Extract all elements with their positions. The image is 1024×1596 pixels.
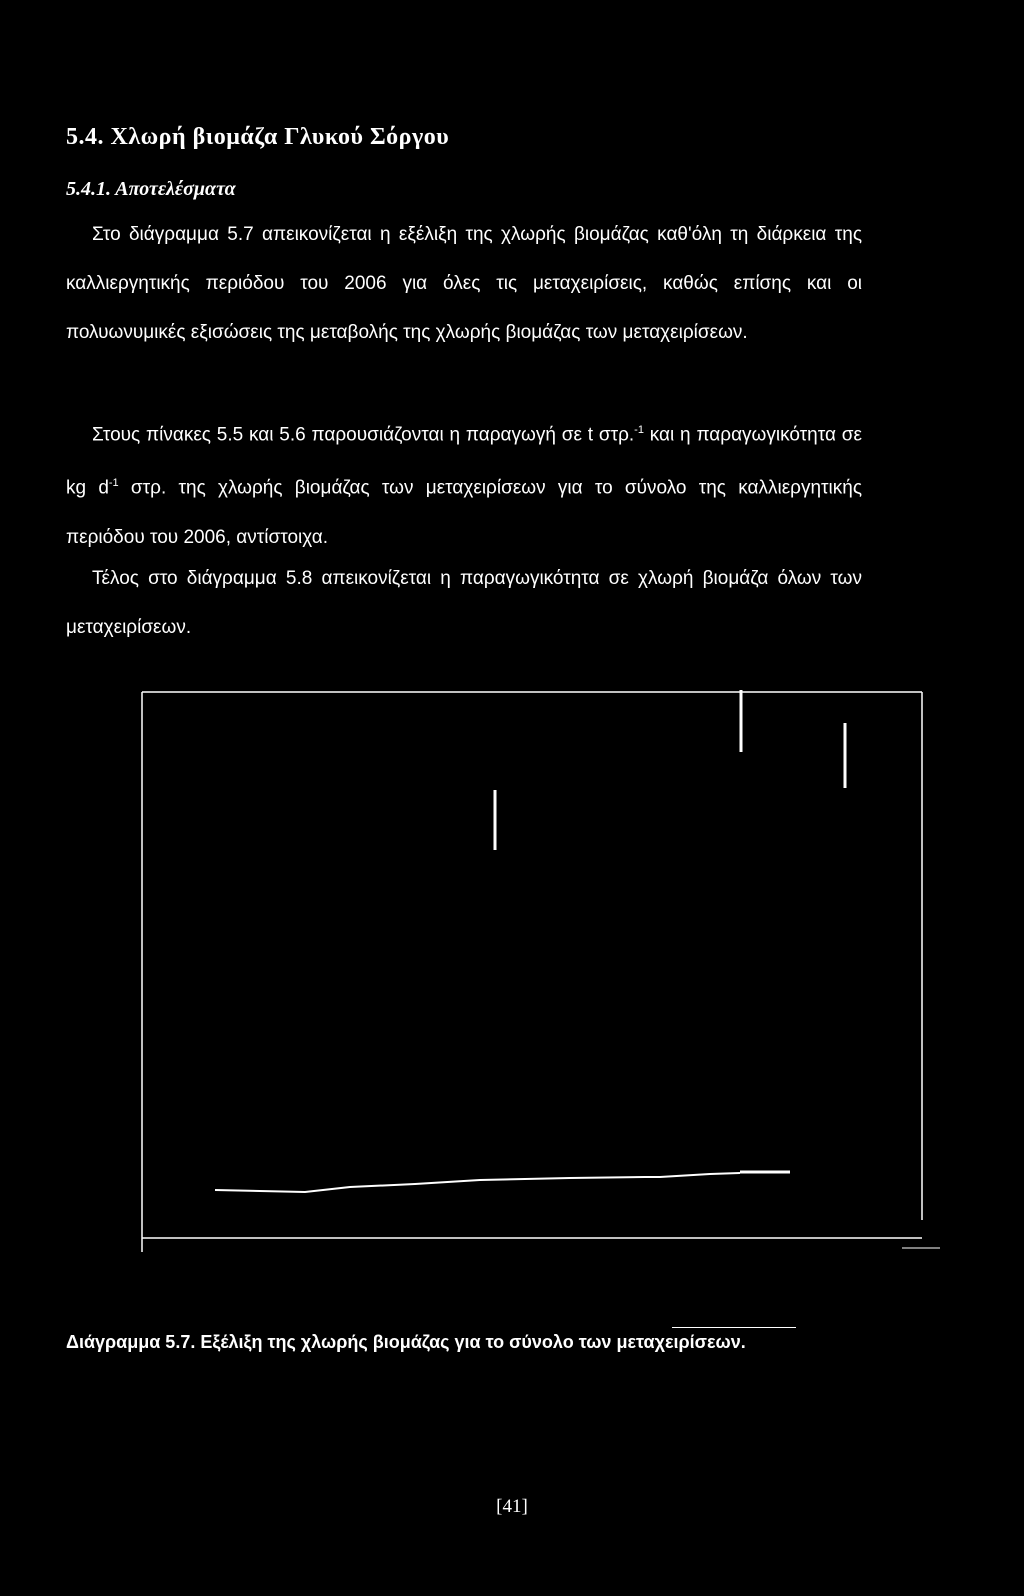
superscript-1: -1 [634,424,644,436]
figure-caption: Διάγραμμα 5.7. Εξέλιξη της χλωρής βιομάζας για το σύνολο των μεταχειρίσεων. [66,1332,746,1352]
paragraph-tables-text-2: και η παραγωγικότητα σε kg d [66,424,862,499]
paragraph-tables-text-1: Στους πίνακες 5.5 και 5.6 παρουσιάζονται η παραγωγή σε t στρ. [92,424,635,446]
caption-rule [672,1327,796,1328]
paragraph-figure-ref-text: Τέλος στο διάγραμμα 5.8 απεικονίζεται η παραγωγικότητα σε χλωρή βιομάζα όλων των μεταχειρίσεων. [66,568,862,638]
subsection-heading: 5.4.1. Αποτελέσματα [66,178,236,200]
paragraph-tables-text-3: στρ. της χλωρής βιομάζας των μεταχειρίσεων για το σύνολο της καλλιεργητικής περιόδου του 2006, αντίστοιχα. [66,477,862,548]
paragraph-tables [66,406,862,562]
page-number: [41] [496,1496,528,1517]
paragraph-figure-ref [66,554,862,652]
section-heading: 5.4. Χλωρή βιομάζα Γλυκού Σόργου [66,124,450,150]
paragraph-intro-text: Στο διάγραμμα 5.7 απεικονίζεται η εξέλιξη της χλωρής βιομάζας καθ'όλη τη διάρκεια της καλλιεργητικής περιόδου του 2006 για όλες τις μεταχειρίσεις, καθώς επίσης και οι πολυωνυμικές εξισώσεις της μεταβολής της χλωρής βιομάζας των μεταχειρίσεων. [66,224,862,343]
paragraph-intro [66,210,862,357]
superscript-2: -1 [108,477,119,490]
data-trace-line [215,1173,740,1192]
figure-chart-area [140,690,940,1260]
